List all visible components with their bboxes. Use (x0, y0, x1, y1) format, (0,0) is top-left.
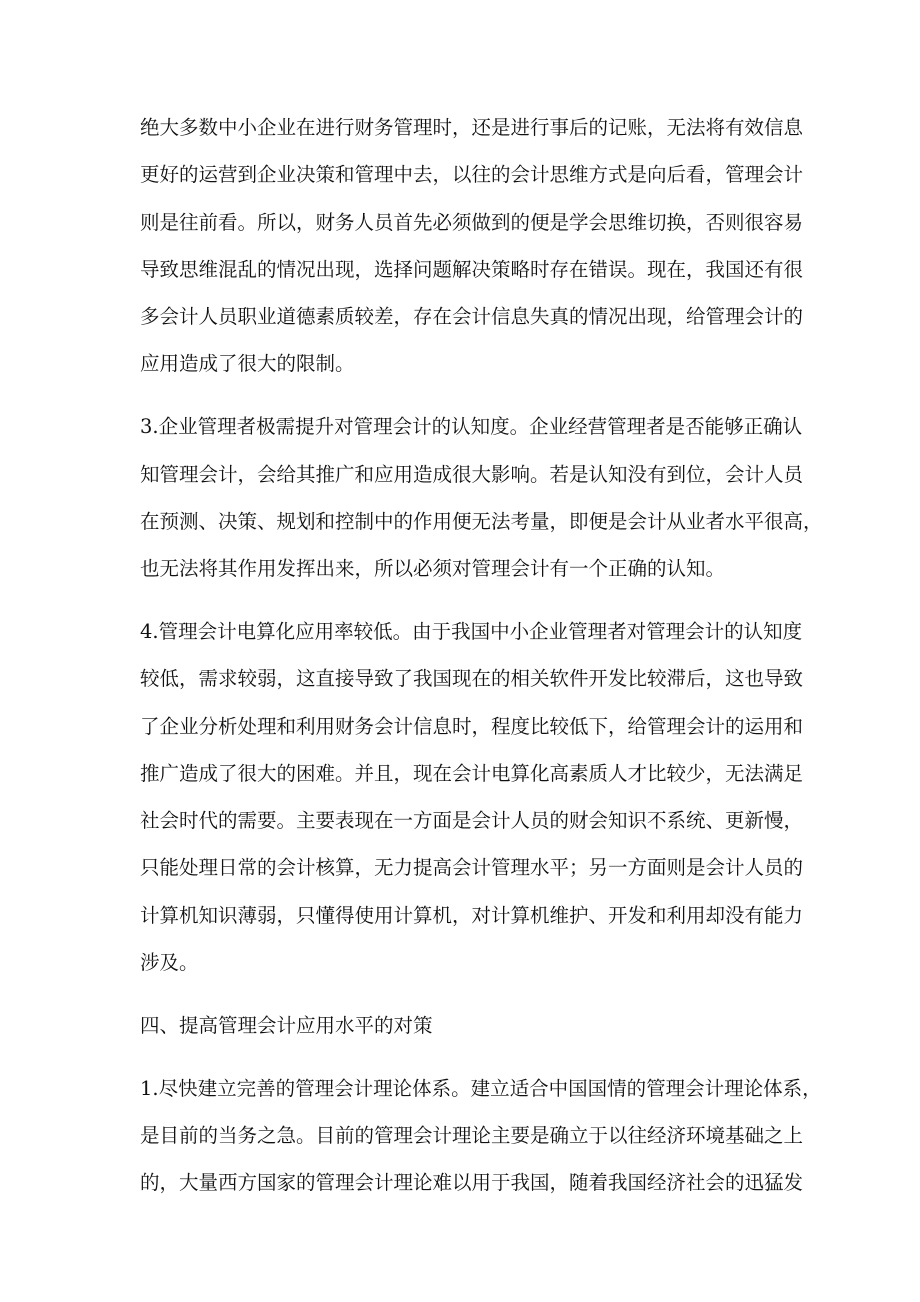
text-line: 1.尽快建立完善的管理会计理论体系。建立适合中国国情的管理会计理论体系， (140, 1076, 822, 1100)
text-line: 了企业分析处理和利用财务会计信息时，程度比较低下，给管理会计的运用和 (140, 714, 804, 738)
text-line: 应用造成了很大的限制。 (140, 352, 355, 376)
text-line: 绝大多数中小企业在进行财务管理时，还是进行事后的记账，无法将有效信息 (140, 116, 804, 139)
text-line: 导致思维混乱的情况出现，选择问题解决策略时存在错误。现在，我国还有很 (140, 257, 804, 281)
text-line: 知管理会计，会给其推广和应用造成很大影响。若是认知没有到位，会计人员 (140, 462, 804, 486)
paragraph-gap (140, 592, 780, 608)
paragraph-gap (140, 388, 780, 404)
paragraph-gap (140, 1049, 780, 1065)
text-line: 社会时代的需要。主要表现在一方面是会计人员的财会知识不系统、更新慢， (140, 809, 804, 833)
text-line: 较低，需求较弱，这直接导致了我国现在的相关软件开发比较滞后，这也导致 (140, 667, 804, 691)
paragraph-measure-1 (140, 1065, 822, 1207)
paragraph-point-4 (140, 608, 804, 986)
text-line: 只能处理日常的会计核算，无力提高会计管理水平；另一方面则是会计人员的 (140, 856, 804, 880)
text-line: 也无法将其作用发挥出来，所以必须对管理会计有一个正确的认知。 (140, 557, 726, 581)
text-line: 则是往前看。所以，财务人员首先必须做到的便是学会思维切换，否则很容易 (140, 210, 804, 234)
text-line: 3.企业管理者极需提升对管理会计的认知度。企业经营管理者是否能够正确认 (140, 415, 803, 439)
text-line: 在预测、决策、规划和控制中的作用便无法考量，即便是会计从业者水平很高， (140, 509, 823, 533)
section-heading (140, 1002, 780, 1049)
text-line: 推广造成了很大的困难。并且，现在会计电算化高素质人才比较少，无法满足 (140, 761, 804, 785)
text-line: 更好的运营到企业决策和管理中去，以往的会计思维方式是向后看，管理会计 (140, 163, 804, 187)
text-line: 的，大量西方国家的管理会计理论难以用于我国，随着我国经济社会的迅猛发 (140, 1171, 804, 1195)
paragraph-gap (140, 986, 780, 1002)
text-line: 4.管理会计电算化应用率较低。由于我国中小企业管理者对管理会计的认知度 (140, 619, 803, 643)
text-line: 计算机知识薄弱，只懂得使用计算机，对计算机维护、开发和利用却没有能力 (140, 903, 804, 927)
document-body (140, 104, 823, 1207)
text-line: 涉及。 (140, 951, 199, 975)
paragraph-intro-continued (140, 104, 804, 388)
paragraph-point-3 (140, 403, 823, 592)
text-line: 是目前的当务之急。目前的管理会计理论主要是确立于以往经济环境基础之上 (140, 1123, 804, 1147)
text-line: 多会计人员职业道德素质较差，存在会计信息失真的情况出现，给管理会计的 (140, 305, 804, 329)
section-4-heading: 四、提高管理会计应用水平的对策 (140, 1013, 433, 1037)
